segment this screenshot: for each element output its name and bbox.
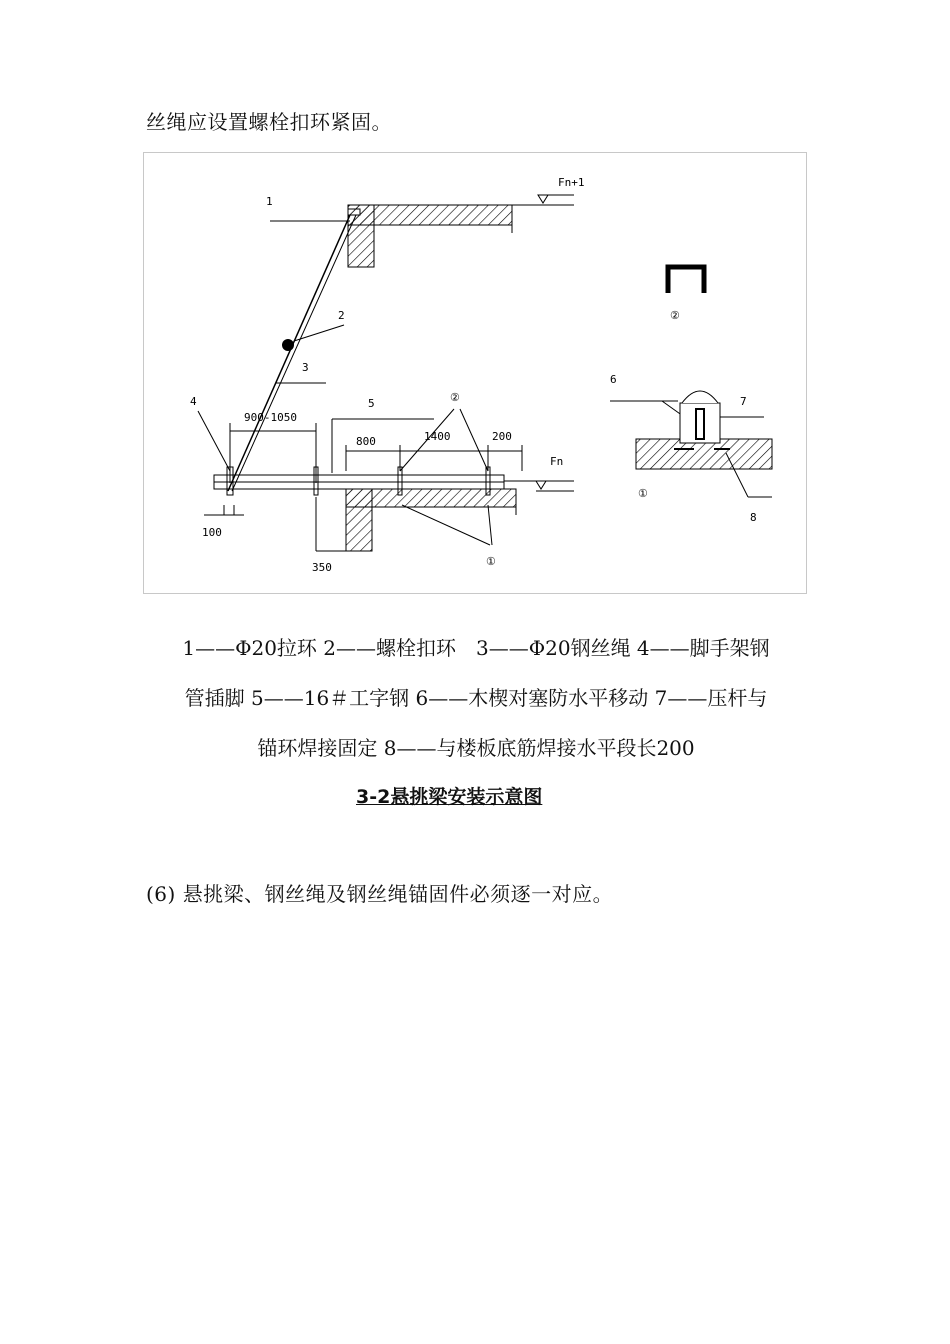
- dim-100: 100: [202, 526, 222, 539]
- figure-title: 3-2悬挑梁安装示意图: [356, 786, 543, 808]
- label-circle-2b: ②: [670, 309, 680, 322]
- label-fn1: Fn+1: [558, 176, 585, 189]
- dim-900-1050: 900-1050: [244, 411, 297, 424]
- dim-350: 350: [312, 561, 332, 574]
- label-8: 8: [750, 511, 757, 524]
- dim-200: 200: [492, 430, 512, 443]
- bolt-buckle: [282, 339, 294, 351]
- label-2: 2: [338, 309, 345, 322]
- level-marker-top: [538, 195, 548, 203]
- u-channel-section: [668, 267, 704, 293]
- caption-line-1: 1——Φ20拉环 2——螺栓扣环 3——Φ20钢丝绳 4——脚手架钢: [182, 636, 770, 660]
- label-5: 5: [368, 397, 375, 410]
- caption-line-3: 锚环焊接固定 8——与楼板底筋焊接水平段长200: [257, 736, 695, 760]
- lower-column: [346, 489, 372, 551]
- upper-column: [348, 205, 374, 267]
- dim-800: 800: [356, 435, 376, 448]
- level-marker-bottom: [536, 481, 546, 489]
- label-1: 1: [266, 195, 273, 208]
- label-4: 4: [190, 395, 197, 408]
- label-circle-1a: ①: [486, 555, 496, 568]
- label-circle-2a: ②: [450, 391, 460, 404]
- label-3: 3: [302, 361, 309, 374]
- paragraph-top: 丝绳应设置螺栓扣环紧固。: [146, 110, 392, 134]
- dim-1400: 1400: [424, 430, 451, 443]
- label-fn: Fn: [550, 455, 564, 468]
- label-7: 7: [740, 395, 747, 408]
- diagram-drawing: [144, 153, 806, 593]
- label-6: 6: [610, 373, 617, 386]
- caption-line-2: 管插脚 5——16＃工字钢 6——木楔对塞防水平移动 7——压杆与: [184, 686, 768, 710]
- cantilever-diagram: [143, 152, 807, 594]
- label-circle-1b: ①: [638, 487, 648, 500]
- paragraph-bottom: (6) 悬挑梁、钢丝绳及钢丝绳锚固件必须逐一对应。: [146, 882, 614, 906]
